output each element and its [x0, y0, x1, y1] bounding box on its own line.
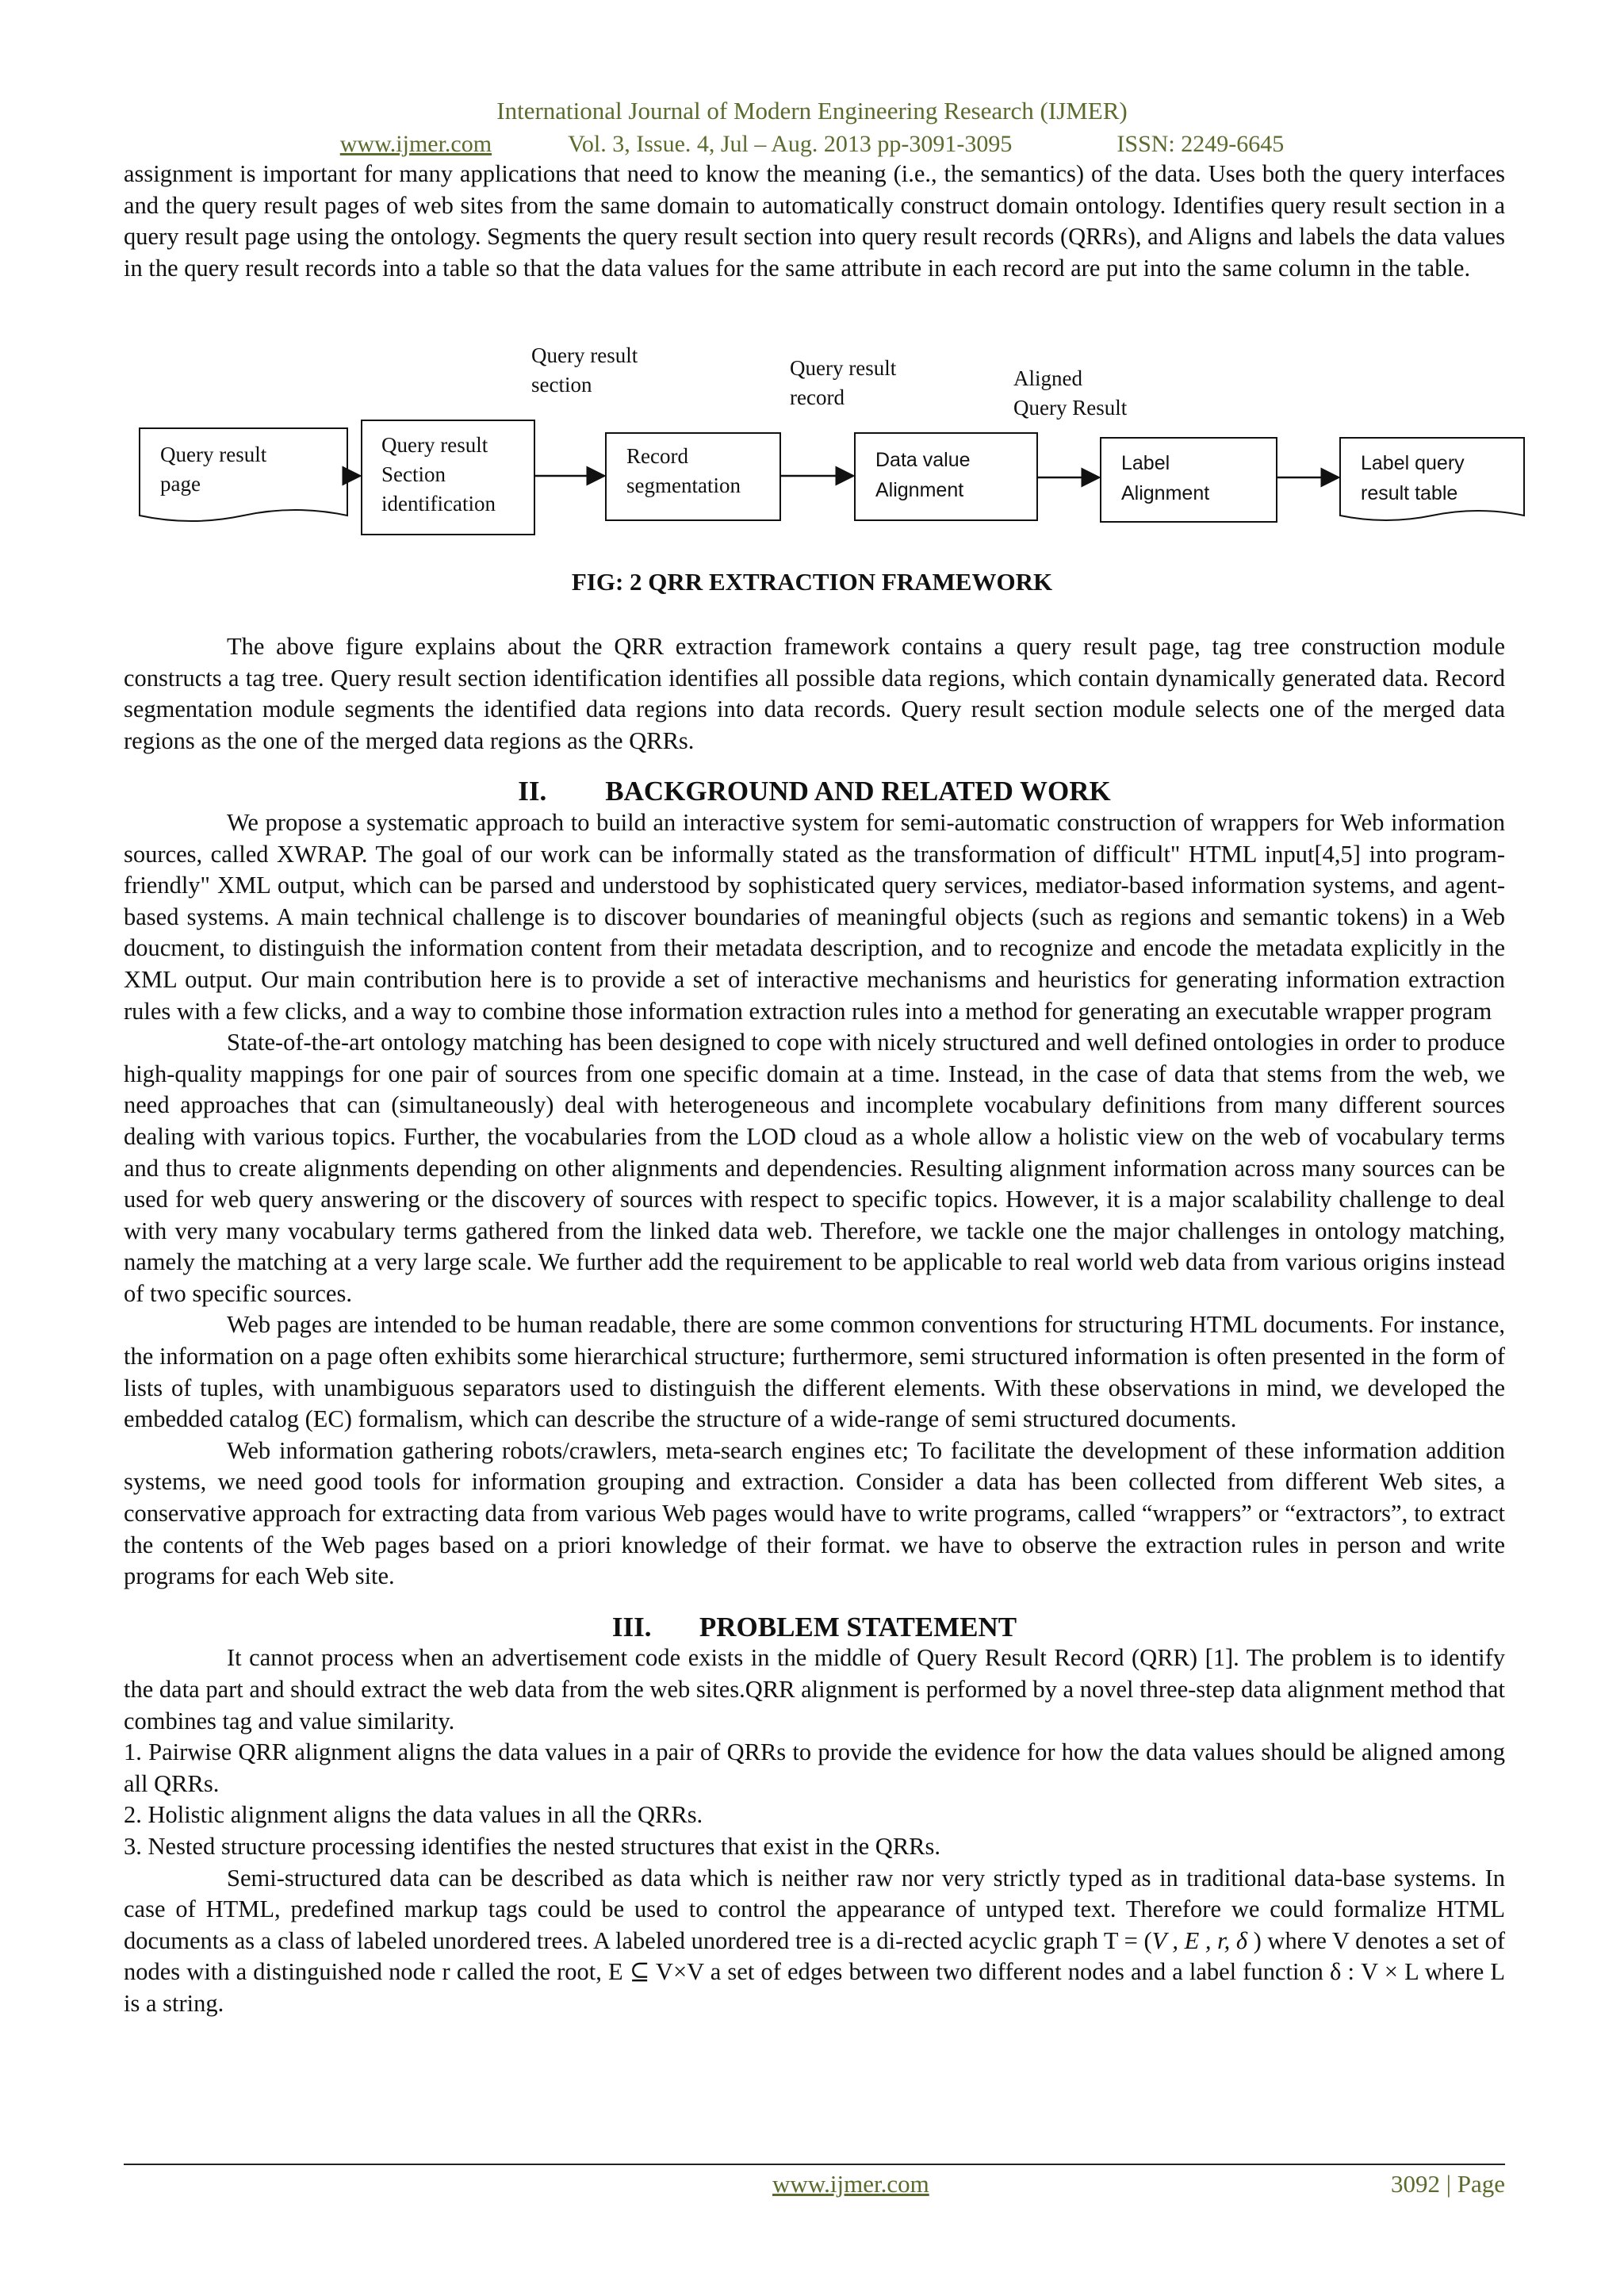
flow-label-record-l2: record — [790, 385, 845, 409]
box-label-query-result-table-l1: Label query — [1361, 452, 1465, 474]
section-3-list-item: 2. Holistic alignment aligns the data values in all the QRRs. — [124, 1801, 703, 1829]
box-query-result-page — [140, 428, 347, 521]
box-label-alignment-l2: Alignment — [1121, 482, 1210, 504]
issn: ISSN: 2249-6645 — [1116, 131, 1285, 157]
box-section-identification-l3: identification — [381, 492, 496, 516]
footer-url-link[interactable]: www.ijmer.com — [772, 2170, 929, 2198]
footer-divider — [124, 2164, 1505, 2165]
tree-definition-part2: ) where V denotes a set of nodes with a distinguished node r called the root, E ⊆ V×V a set of edges between two different nodes and a label function δ : V × L where L is a string. — [124, 1926, 1505, 2017]
box-label-alignment — [1101, 438, 1277, 522]
box-record-segmentation-l1: Record — [626, 444, 688, 468]
section-2-number: II. — [518, 776, 547, 807]
box-record-segmentation-l2: segmentation — [626, 473, 741, 497]
box-query-result-page-l2: page — [160, 472, 201, 496]
box-section-identification — [362, 420, 534, 535]
section-3-list-item: 1. Pairwise QRR alignment aligns the data values in a pair of QRRs to provide the evidence for how the data values should be aligned among all QRRs. — [124, 1738, 1505, 1797]
section-2-heading — [124, 776, 1505, 807]
section-3-paragraph: It cannot process when an advertisement code exists in the middle of Query Result Record (QRR) [1]. The problem is to identify the data part and should extract the web data from the web sites.QRR alignment is performed by a novel three-step data alignment method that combines tag and value similarity. — [124, 1644, 1505, 1734]
box-data-value-alignment-l2: Alignment — [875, 479, 964, 501]
section-2-paragraph: State-of-the-art ontology matching has been designed to cope with nicely structured and well defined ontologies in order to produce high-quality mappings for one pair of sources from one specific domain at a time. Instead, in the case of data that stems from the web, we need approaches that can (simultaneously) deal with heterogeneous and incomplete vocabulary definitions from many different sources dealing with various topics. Further, the vocabularies from the LOD cloud as a whole allow a holistic view on the web of vocabulary terms and thus to create alignments depending on other alignments and dependencies. Resulting alignment information across many sources can be used for web query answering or the discovery of sources with respect to specific topics. However, it is a major scalability challenge to deal with very many vocabulary terms gathered from the linked data web. Therefore, we tackle one the major challenges in ontology matching, namely the matching at a very large scale. We further add the requirement to be applicable to real world web data from various origins instead of two specific sources. — [124, 1029, 1505, 1307]
section-2-paragraph: We propose a systematic approach to build an interactive system for semi-automatic construction of wrappers for Web information sources, called XWRAP. The goal of our work can be informally stated as the transformation of difficult" HTML input[4,5] into program-friendly" XML output, which can be parsed and understood by sophisticated query services, mediator-based information systems, and agent-based systems. A main technical challenge is to discover boundaries of meaningful objects (such as regions and semantic tokens) in a Web doucment, to distinguish the information content from their metadata description, and to recognize and encode the metadata explicitly in the XML output. Our main contribution here is to provide a set of interactive mechanisms and heuristics for generating information extraction rules with a few clicks, and a way to combine those information extraction rules into a method for generating an executable wrapper program — [124, 808, 1505, 1025]
flow-label-record-l1: Query result — [790, 356, 897, 380]
figure-caption: FIG: 2 QRR EXTRACTION FRAMEWORK — [571, 568, 1053, 596]
box-label-query-result-table-l2: result table — [1361, 482, 1458, 504]
tree-definition-math: V , E , r, δ — [1151, 1926, 1247, 1954]
box-section-identification-l1: Query result — [381, 433, 488, 457]
flow-label-aligned-l2: Query Result — [1013, 396, 1128, 420]
section-2-paragraph: Web information gathering robots/crawlers, meta-search engines etc; To facilitate the development of these information addition systems, we need good tools for information grouping and extraction. Consider a data has been collected from different Web sites, a conservative approach for extracting data from various Web pages would have to write programs, called “wrappers” or “extractors”, to extract the contents of the Web pages based on a priori knowledge of their format. we have to observe the extraction rules in person and write programs for each Web site. — [124, 1436, 1505, 1590]
footer-page-number: 3092 | Page — [1391, 2170, 1505, 2198]
section-3-list-item: 3. Nested structure processing identifies the nested structures that exist in the QRRs. — [124, 1832, 941, 1860]
box-query-result-page-l1: Query result — [160, 443, 267, 466]
qrr-framework-figure — [0, 0, 1624, 555]
box-data-value-alignment-l1: Data value — [875, 449, 971, 471]
section-3-title: PROBLEM STATEMENT — [699, 1611, 1017, 1642]
flow-label-section-l2: section — [531, 373, 592, 397]
intro-paragraph: assignment is important for many applications that need to know the meaning (i.e., the semantics) of the data. Uses both the query interfaces and the query result pages of web sites from the same domain to automatically construct domain ontology. Identifies query result section in a query result page using the ontology. Segments the query result section into query result records (QRRs), and Aligns and labels the data values in the query result records into a table so that the data values for the same attribute in each record are put into the same column in the table. — [124, 160, 1505, 282]
box-record-segmentation — [606, 433, 780, 520]
journal-title: International Journal of Modern Engineering Research (IJMER) — [496, 97, 1128, 125]
tree-definition-part1: Semi-structured data can be described as data which is neither raw nor very strictly typed as in traditional data-base systems. In case of HTML, predefined markup tags could be used to control the appearance of untyped text. Therefore we could formalize HTML documents as a class of labeled unordered trees. A labeled unordered tree is a di-rected acyclic graph T = ( — [124, 1864, 1505, 1954]
figure-explanation-paragraph: The above figure explains about the QRR extraction framework contains a query result page, tag tree construction module constructs a tag tree. Query result section identification identifies all possible data regions, which contain dynamically generated data. Record segmentation module segments the identified data regions into data records. Query result section module selects one of the merged data regions as the one of the merged data regions as the QRRs. — [124, 633, 1505, 754]
section-2-title: BACKGROUND AND RELATED WORK — [605, 776, 1111, 807]
section-3-heading — [124, 1612, 1505, 1643]
box-label-query-result-table — [1340, 438, 1524, 520]
box-section-identification-l2: Section — [381, 462, 446, 486]
flow-label-section-l1: Query result — [531, 343, 638, 367]
box-data-value-alignment — [855, 433, 1037, 520]
journal-url-link[interactable]: www.ijmer.com — [339, 131, 492, 157]
volume-info: Vol. 3, Issue. 4, Jul – Aug. 2013 pp-3091-3095 — [568, 131, 1013, 157]
section-2-paragraph: Web pages are intended to be human readable, there are some common conventions for structuring HTML documents. For instance, the information on a page often exhibits some hierarchical structure; furthermore, semi structured information is often presented in the form of lists of tuples, with unambiguous separators used to distinguish the different elements. With these observations in mind, we developed the embedded catalog (EC) formalism, which can describe the structure of a wide-range of semi structured documents. — [124, 1311, 1505, 1433]
box-label-alignment-l1: Label — [1121, 452, 1170, 474]
section-3-number: III. — [611, 1611, 652, 1642]
section-3-paragraph-2 — [124, 1863, 1505, 2020]
main-text — [124, 631, 1505, 2020]
flow-label-aligned-l1: Aligned — [1013, 366, 1082, 390]
